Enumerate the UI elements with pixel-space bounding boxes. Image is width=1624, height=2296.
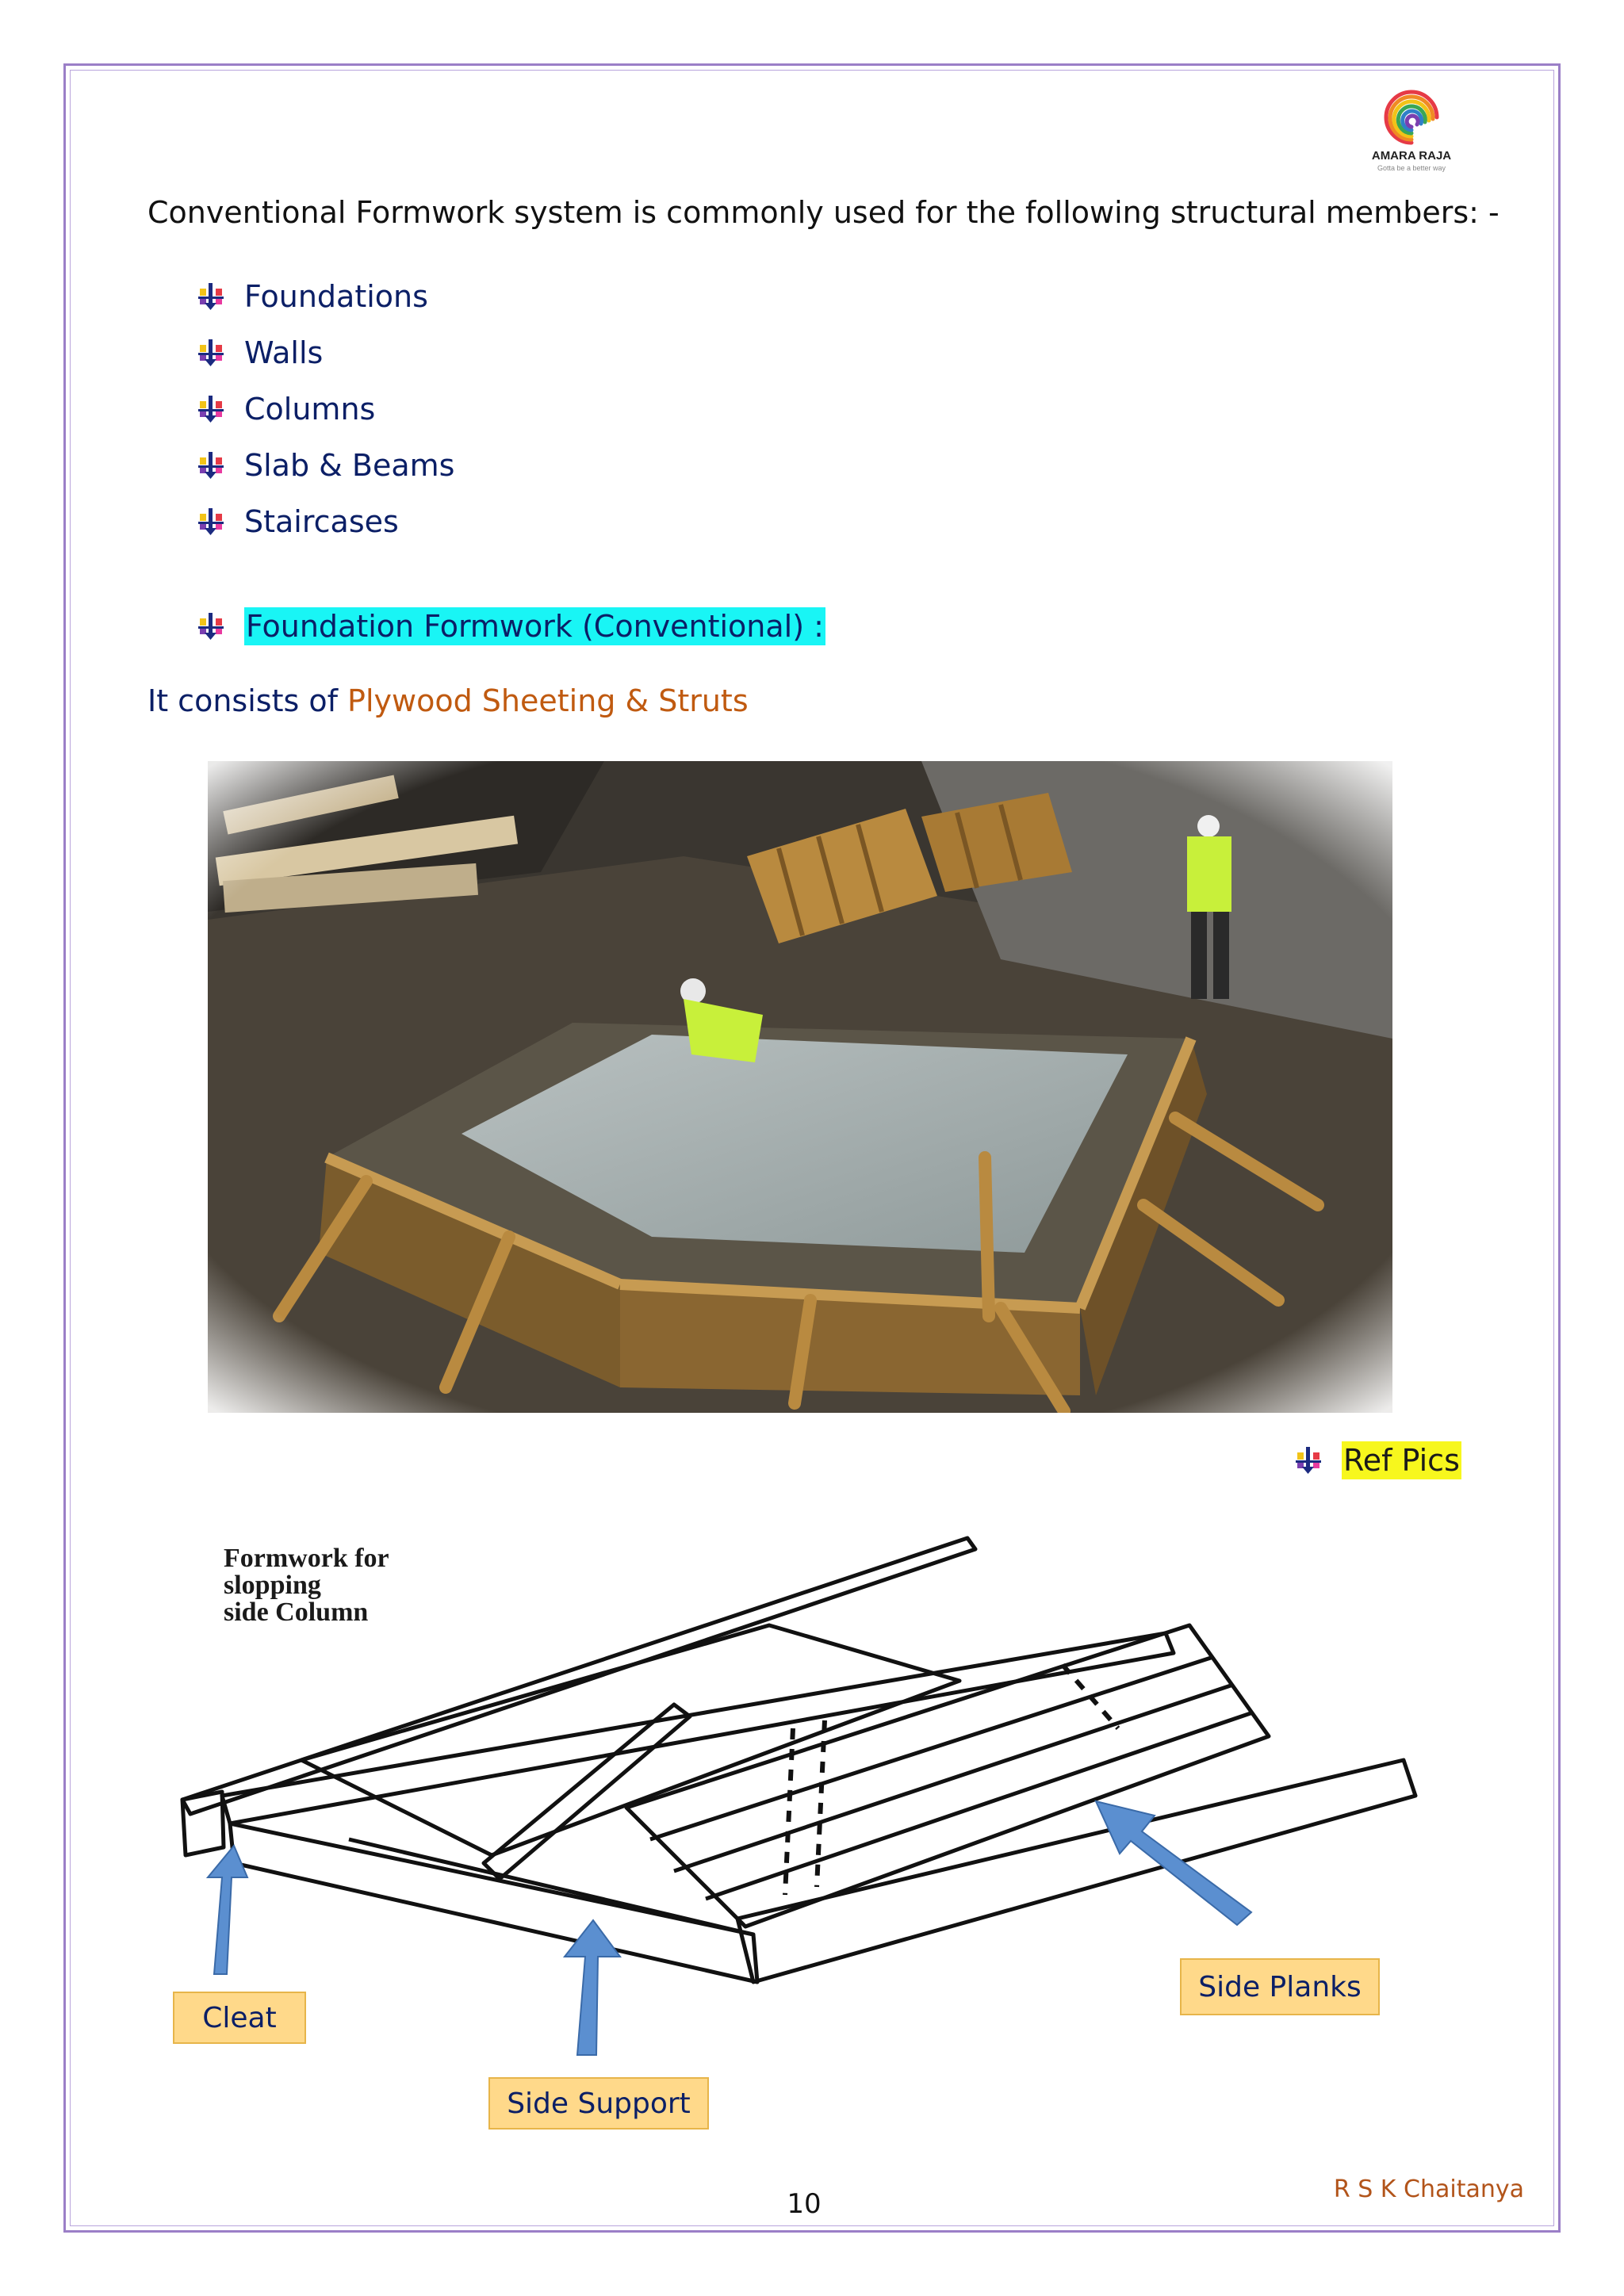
list-item (195, 493, 454, 549)
member-foundations: Foundations (244, 278, 428, 314)
bullet-arrow-icon (1293, 1445, 1324, 1476)
consists-highlight: Plywood Sheeting & Struts (347, 683, 749, 718)
bullet-arrow-icon (195, 450, 227, 481)
member-walls: Walls (244, 335, 324, 370)
bullet-arrow-icon (195, 506, 227, 538)
list-item (195, 381, 454, 437)
callout-side-planks: Side Planks (1180, 1958, 1380, 2015)
diagram-title-line-2: slopping (224, 1571, 321, 1600)
callout-cleat: Cleat (173, 1992, 306, 2044)
bullet-arrow-icon (195, 337, 227, 369)
list-item (195, 268, 454, 324)
diagram-title-line-1: Formwork for (224, 1544, 389, 1573)
list-item (195, 324, 454, 381)
brand-name: AMARA RAJA (1371, 149, 1452, 163)
intro-text: Conventional Formwork system is commonly used for the following structural members: - (147, 195, 1500, 230)
member-columns: Columns (244, 391, 376, 427)
bullet-arrow-icon (195, 281, 227, 312)
list-item (195, 437, 454, 493)
bullet-arrow-icon (195, 393, 227, 425)
author-name: R S K Chaitanya (1333, 2175, 1524, 2203)
member-staircases: Staircases (244, 503, 399, 539)
ref-pics (1293, 1441, 1461, 1479)
consists-line (147, 683, 749, 718)
callout-side-support: Side Support (488, 2077, 709, 2130)
section-heading-text: Foundation Formwork (Conventional) : (246, 609, 824, 644)
foundation-formwork-photo (208, 761, 1392, 1413)
section-heading (195, 607, 825, 645)
member-slab-beams: Slab & Beams (244, 447, 455, 483)
brand-tagline: Gotta be a better way (1377, 164, 1446, 172)
consists-prefix: It consists of (147, 683, 348, 718)
bullet-arrow-icon (195, 610, 227, 642)
diagram-title-line-3: side Column (224, 1598, 369, 1627)
page-number: 10 (787, 2188, 822, 2220)
member-list (195, 268, 454, 549)
ref-pics-label: Ref Pics (1343, 1443, 1460, 1478)
